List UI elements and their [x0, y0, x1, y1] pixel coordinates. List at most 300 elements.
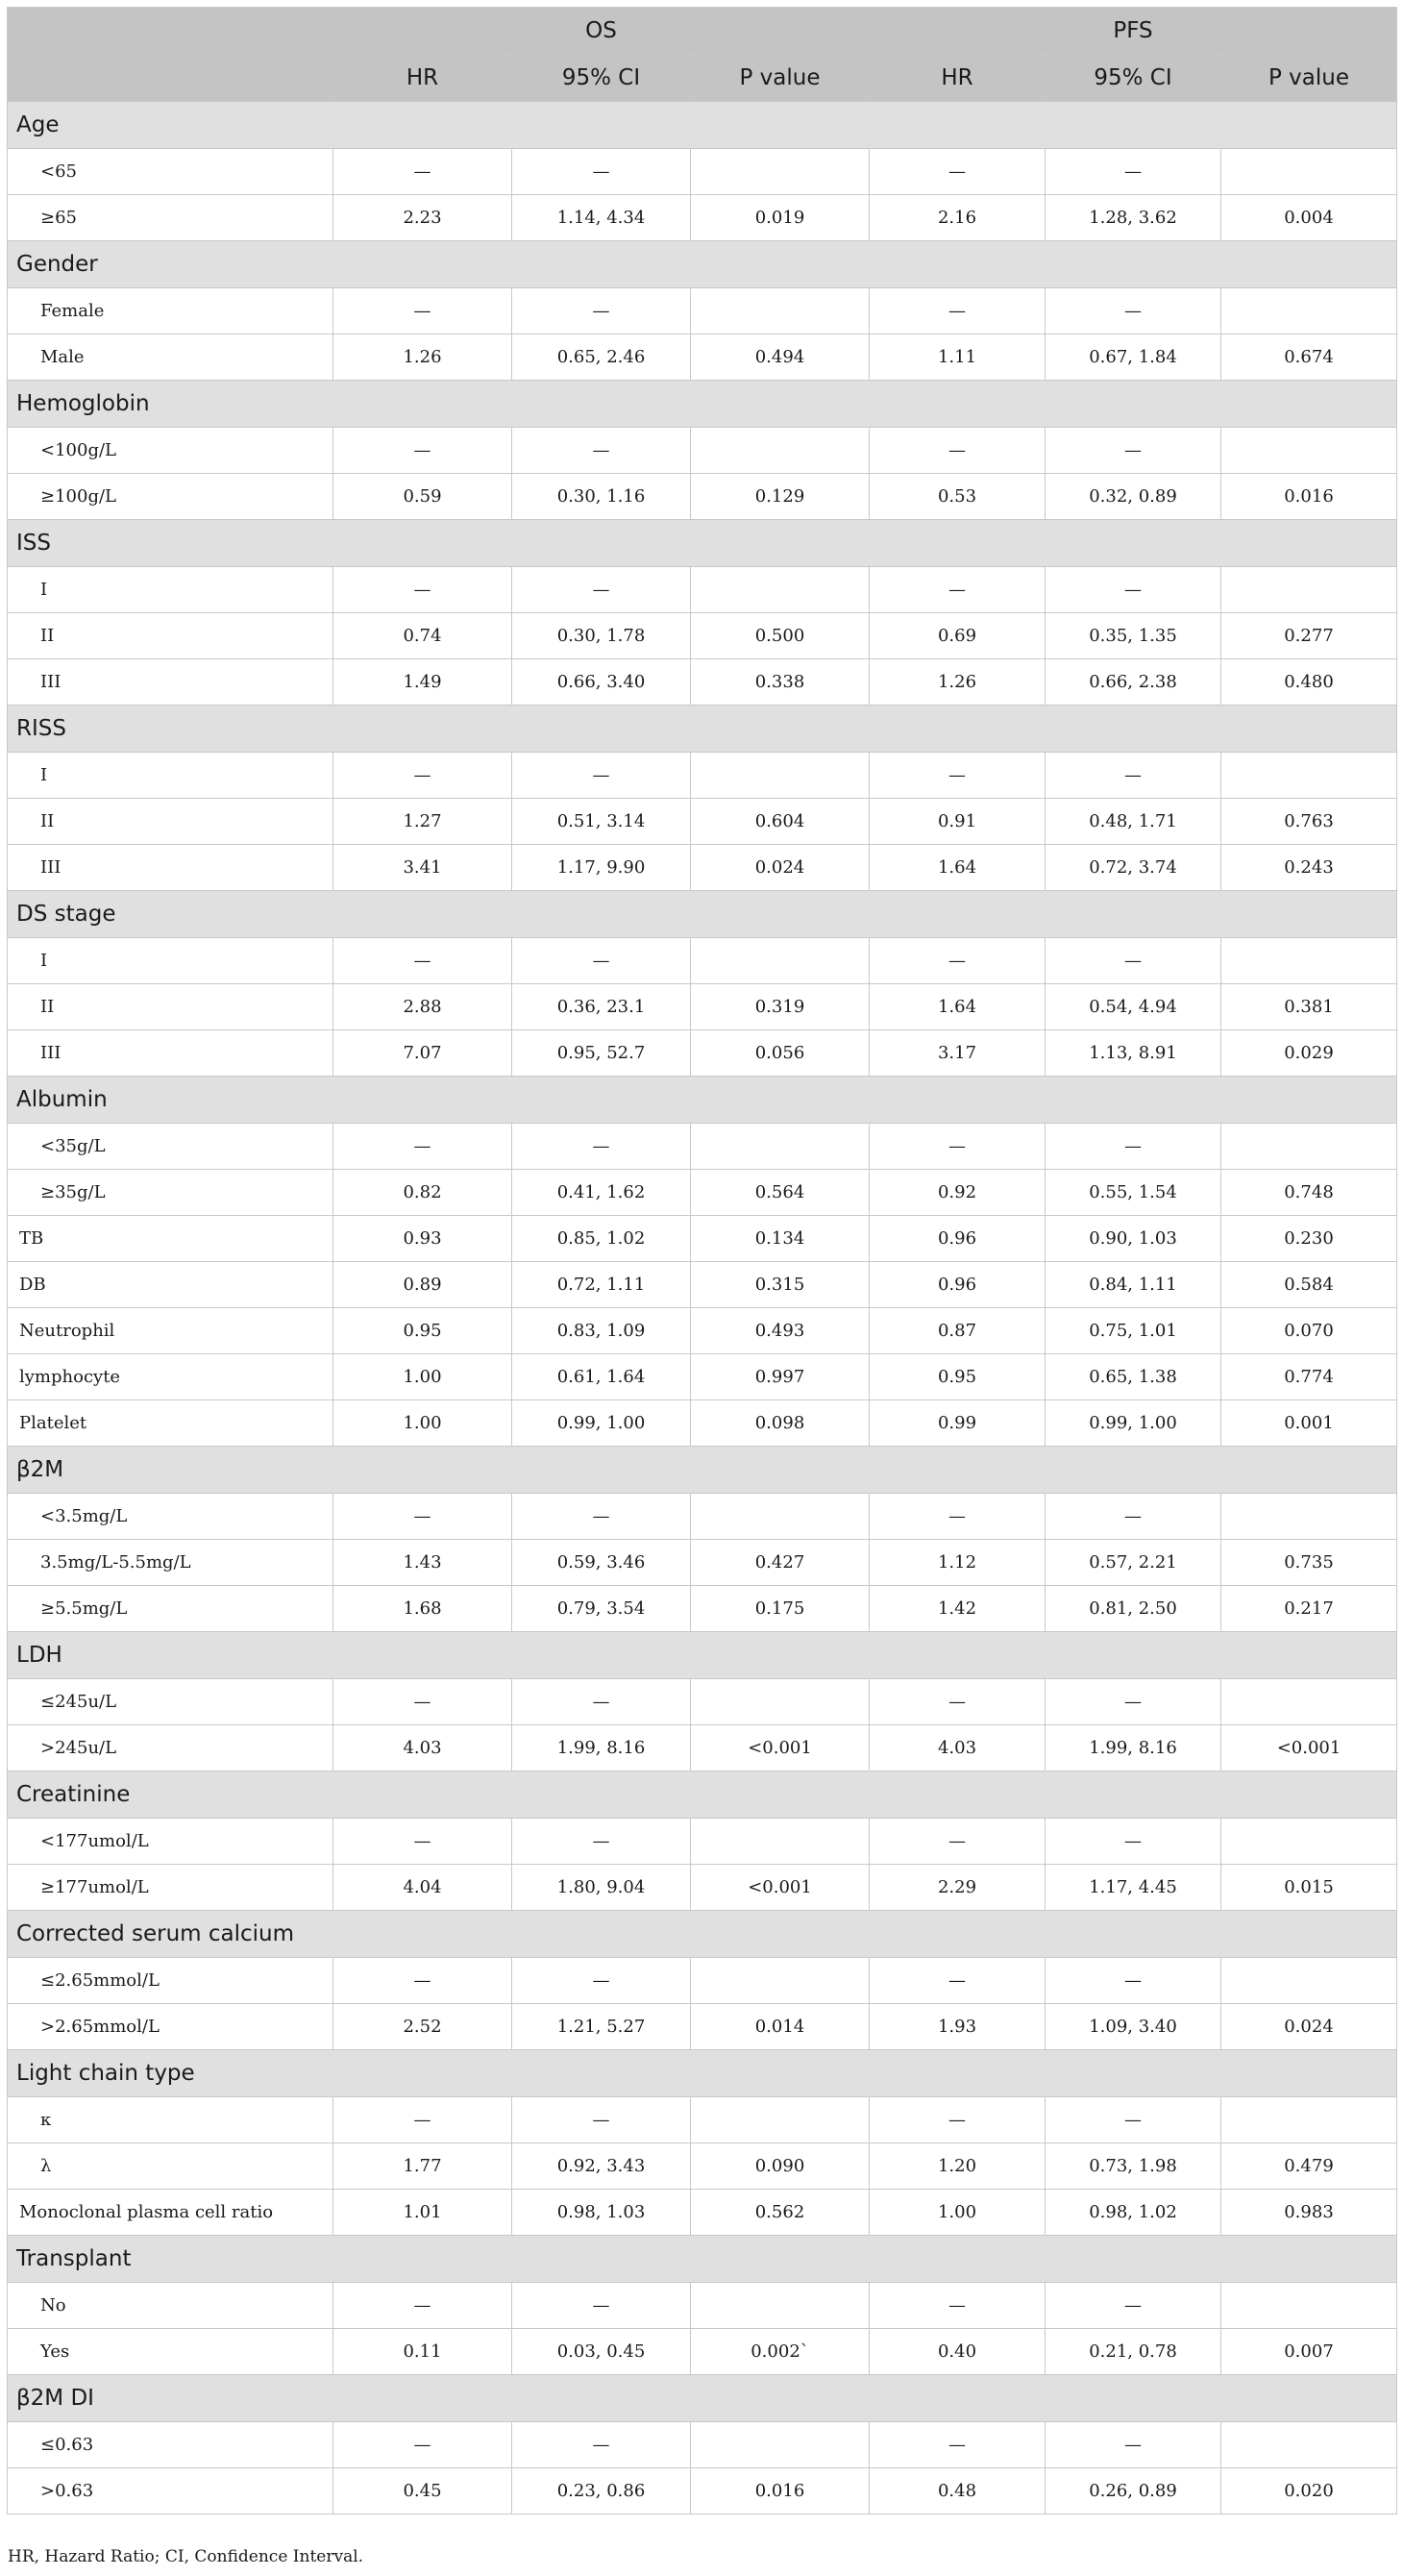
cell-os-ci: 0.85, 1.02	[512, 1216, 691, 1262]
header-pfs: PFS	[870, 8, 1397, 55]
cell-pfs-p	[1221, 288, 1397, 334]
cell-pfs-p	[1221, 2283, 1397, 2329]
group-row	[8, 1447, 1397, 1494]
cell-os-hr: 0.45	[333, 2468, 512, 2514]
cell-pfs-ci: 0.48, 1.71	[1046, 799, 1221, 845]
cell-pfs-p: 0.020	[1221, 2468, 1397, 2514]
header-pfs-p: P value	[1221, 55, 1397, 102]
cell-os-hr: —	[333, 428, 512, 474]
group-title: Albumin	[8, 1077, 1397, 1124]
group-title: Corrected serum calcium	[8, 1911, 1397, 1958]
cell-os-p: 0.019	[691, 195, 870, 241]
cell-pfs-p: 0.381	[1221, 984, 1397, 1030]
cell-os-hr: 0.95	[333, 1308, 512, 1354]
cell-os-p: 0.175	[691, 1586, 870, 1632]
cell-os-ci: 1.14, 4.34	[512, 195, 691, 241]
row-label: I	[8, 938, 333, 984]
group-title: Hemoglobin	[8, 381, 1397, 428]
cell-pfs-hr: 1.93	[870, 2004, 1046, 2050]
table-footnote: HR, Hazard Ratio; CI, Confidence Interval.	[8, 2547, 364, 2566]
cell-os-ci: 0.51, 3.14	[512, 799, 691, 845]
cell-pfs-hr: 0.92	[870, 1170, 1046, 1216]
header-os-ci: 95% CI	[512, 55, 691, 102]
cell-pfs-hr: 2.29	[870, 1865, 1046, 1911]
row-label: >0.63	[8, 2468, 333, 2514]
cell-os-hr: —	[333, 1124, 512, 1170]
cell-os-ci: 0.36, 23.1	[512, 984, 691, 1030]
cell-os-p: 0.056	[691, 1030, 870, 1077]
cell-pfs-hr: —	[870, 2283, 1046, 2329]
cell-os-hr: 0.93	[333, 1216, 512, 1262]
cell-os-hr: —	[333, 2283, 512, 2329]
cell-os-hr: 1.26	[333, 334, 512, 381]
table-row	[8, 2468, 1397, 2514]
cell-pfs-hr: —	[870, 938, 1046, 984]
cell-os-ci: —	[512, 1494, 691, 1540]
cell-os-hr: 0.89	[333, 1262, 512, 1308]
cell-pfs-hr: 4.03	[870, 1725, 1046, 1771]
row-label: No	[8, 2283, 333, 2329]
cell-os-p	[691, 753, 870, 799]
row-label: ≥65	[8, 195, 333, 241]
table-row	[8, 288, 1397, 334]
cell-os-hr: 1.49	[333, 659, 512, 706]
cell-os-hr: 1.01	[333, 2190, 512, 2236]
cell-os-ci: 0.41, 1.62	[512, 1170, 691, 1216]
cell-pfs-hr: 1.64	[870, 845, 1046, 891]
table-row	[8, 2097, 1397, 2143]
group-title: LDH	[8, 1632, 1397, 1679]
row-label: ≥100g/L	[8, 474, 333, 520]
cell-os-ci: —	[512, 567, 691, 613]
cell-os-ci: 0.83, 1.09	[512, 1308, 691, 1354]
cell-os-hr: 0.82	[333, 1170, 512, 1216]
group-title: Age	[8, 102, 1397, 149]
cell-pfs-p: 0.479	[1221, 2143, 1397, 2190]
table-row	[8, 1262, 1397, 1308]
cell-pfs-p	[1221, 2097, 1397, 2143]
cell-pfs-hr: —	[870, 1124, 1046, 1170]
cell-os-ci: —	[512, 1958, 691, 2004]
cell-pfs-hr: —	[870, 1819, 1046, 1865]
table-row	[8, 753, 1397, 799]
cell-pfs-p: 0.748	[1221, 1170, 1397, 1216]
cell-pfs-p: 0.674	[1221, 334, 1397, 381]
cell-pfs-p: 0.584	[1221, 1262, 1397, 1308]
table-row	[8, 1819, 1397, 1865]
cell-pfs-hr: 1.26	[870, 659, 1046, 706]
cell-pfs-p	[1221, 1958, 1397, 2004]
row-label: >245u/L	[8, 1725, 333, 1771]
header-os: OS	[333, 8, 870, 55]
cell-os-hr: —	[333, 149, 512, 195]
row-label: II	[8, 613, 333, 659]
cell-os-ci: —	[512, 938, 691, 984]
cell-pfs-ci: —	[1046, 753, 1221, 799]
cell-pfs-p	[1221, 1819, 1397, 1865]
table-row	[8, 1400, 1397, 1447]
cell-os-ci: 1.99, 8.16	[512, 1725, 691, 1771]
cell-os-p	[691, 1124, 870, 1170]
row-label: >2.65mmol/L	[8, 2004, 333, 2050]
cell-pfs-p	[1221, 938, 1397, 984]
cell-pfs-ci: 1.13, 8.91	[1046, 1030, 1221, 1077]
table-row	[8, 845, 1397, 891]
cell-pfs-p	[1221, 428, 1397, 474]
table-header	[8, 8, 1397, 102]
cell-pfs-p	[1221, 149, 1397, 195]
cell-os-p	[691, 1958, 870, 2004]
table-row	[8, 984, 1397, 1030]
cell-os-ci: 0.72, 1.11	[512, 1262, 691, 1308]
cell-pfs-p: 0.029	[1221, 1030, 1397, 1077]
cell-pfs-p: 0.217	[1221, 1586, 1397, 1632]
cell-os-ci: 1.17, 9.90	[512, 845, 691, 891]
cell-pfs-p: 0.735	[1221, 1540, 1397, 1586]
cell-pfs-hr: 1.42	[870, 1586, 1046, 1632]
cell-pfs-hr: 0.91	[870, 799, 1046, 845]
cell-os-ci: 0.59, 3.46	[512, 1540, 691, 1586]
cell-pfs-ci: 0.67, 1.84	[1046, 334, 1221, 381]
table-row	[8, 2283, 1397, 2329]
table-row	[8, 1958, 1397, 2004]
row-label: Monoclonal plasma cell ratio	[8, 2190, 333, 2236]
cell-pfs-hr: —	[870, 1494, 1046, 1540]
cell-os-ci: 0.98, 1.03	[512, 2190, 691, 2236]
cell-os-hr: 0.59	[333, 474, 512, 520]
group-row	[8, 1911, 1397, 1958]
cell-pfs-hr: 3.17	[870, 1030, 1046, 1077]
cell-pfs-ci: 1.17, 4.45	[1046, 1865, 1221, 1911]
group-title: Creatinine	[8, 1771, 1397, 1819]
cell-os-p	[691, 2422, 870, 2468]
table-row	[8, 474, 1397, 520]
cell-pfs-ci: 1.99, 8.16	[1046, 1725, 1221, 1771]
cell-os-ci: 0.30, 1.78	[512, 613, 691, 659]
table-row	[8, 2190, 1397, 2236]
cell-pfs-hr: 0.40	[870, 2329, 1046, 2375]
cell-pfs-ci: —	[1046, 1679, 1221, 1725]
header-row-top	[8, 8, 1397, 55]
cell-os-ci: 0.61, 1.64	[512, 1354, 691, 1400]
table-row	[8, 1494, 1397, 1540]
cell-os-p: 0.564	[691, 1170, 870, 1216]
row-label: II	[8, 984, 333, 1030]
cell-os-p	[691, 567, 870, 613]
cell-os-hr: —	[333, 2422, 512, 2468]
cell-pfs-hr: 2.16	[870, 195, 1046, 241]
cell-os-p: 0.997	[691, 1354, 870, 1400]
table-row	[8, 799, 1397, 845]
cell-pfs-p: 0.004	[1221, 195, 1397, 241]
row-label: Neutrophil	[8, 1308, 333, 1354]
cell-os-p: 0.338	[691, 659, 870, 706]
table-row	[8, 149, 1397, 195]
cell-pfs-p: 0.070	[1221, 1308, 1397, 1354]
row-label: Platelet	[8, 1400, 333, 1447]
cell-pfs-hr: —	[870, 1679, 1046, 1725]
cell-os-ci: 0.65, 2.46	[512, 334, 691, 381]
cell-os-p: 0.098	[691, 1400, 870, 1447]
table-row	[8, 1308, 1397, 1354]
cell-os-ci: —	[512, 428, 691, 474]
cell-pfs-ci: 0.81, 2.50	[1046, 1586, 1221, 1632]
cell-pfs-hr: 0.69	[870, 613, 1046, 659]
cell-pfs-ci: 0.90, 1.03	[1046, 1216, 1221, 1262]
group-title: RISS	[8, 706, 1397, 753]
cell-os-hr: 2.23	[333, 195, 512, 241]
cell-os-hr: 4.03	[333, 1725, 512, 1771]
cell-pfs-p: <0.001	[1221, 1725, 1397, 1771]
cell-pfs-hr: 0.87	[870, 1308, 1046, 1354]
table-row	[8, 1170, 1397, 1216]
cell-pfs-p: 0.024	[1221, 2004, 1397, 2050]
table-row	[8, 2004, 1397, 2050]
cell-pfs-p	[1221, 1494, 1397, 1540]
group-row	[8, 2236, 1397, 2283]
cell-os-p	[691, 428, 870, 474]
cell-os-hr: 1.27	[333, 799, 512, 845]
cell-os-hr: 7.07	[333, 1030, 512, 1077]
cell-pfs-hr: —	[870, 1958, 1046, 2004]
group-title: β2M DI	[8, 2375, 1397, 2422]
cell-pfs-p: 0.007	[1221, 2329, 1397, 2375]
row-label: ≤2.65mmol/L	[8, 1958, 333, 2004]
row-label: λ	[8, 2143, 333, 2190]
row-label: ≥5.5mg/L	[8, 1586, 333, 1632]
cell-os-p: 0.493	[691, 1308, 870, 1354]
cell-os-ci: 0.66, 3.40	[512, 659, 691, 706]
cell-os-hr: —	[333, 1494, 512, 1540]
cell-pfs-ci: 0.73, 1.98	[1046, 2143, 1221, 2190]
cell-pfs-hr: —	[870, 567, 1046, 613]
row-label: <3.5mg/L	[8, 1494, 333, 1540]
cell-os-hr: 1.77	[333, 2143, 512, 2190]
cell-os-ci: 0.79, 3.54	[512, 1586, 691, 1632]
cell-os-p	[691, 2097, 870, 2143]
row-label: ≤245u/L	[8, 1679, 333, 1725]
cell-pfs-ci: 0.57, 2.21	[1046, 1540, 1221, 1586]
group-title: Gender	[8, 241, 1397, 288]
cell-os-hr: 4.04	[333, 1865, 512, 1911]
cell-os-ci: —	[512, 2283, 691, 2329]
cell-os-p: 0.134	[691, 1216, 870, 1262]
row-label: Male	[8, 334, 333, 381]
table-row	[8, 2143, 1397, 2190]
cell-os-p	[691, 149, 870, 195]
group-row	[8, 706, 1397, 753]
group-row	[8, 102, 1397, 149]
table-row	[8, 1030, 1397, 1077]
cell-pfs-ci: 0.21, 0.78	[1046, 2329, 1221, 2375]
cell-os-p	[691, 288, 870, 334]
cell-pfs-hr: 0.48	[870, 2468, 1046, 2514]
cell-pfs-p	[1221, 567, 1397, 613]
group-row	[8, 2375, 1397, 2422]
cell-pfs-ci: —	[1046, 428, 1221, 474]
cell-pfs-hr: 1.12	[870, 1540, 1046, 1586]
cell-pfs-ci: 0.72, 3.74	[1046, 845, 1221, 891]
cell-os-hr: —	[333, 753, 512, 799]
cell-os-hr: —	[333, 288, 512, 334]
group-row	[8, 891, 1397, 938]
cell-os-ci: 0.95, 52.7	[512, 1030, 691, 1077]
cell-os-hr: 1.68	[333, 1586, 512, 1632]
cell-pfs-ci: —	[1046, 149, 1221, 195]
header-pfs-ci: 95% CI	[1046, 55, 1221, 102]
cell-pfs-p	[1221, 1124, 1397, 1170]
row-label: III	[8, 1030, 333, 1077]
cox-regression-table	[7, 7, 1397, 2514]
group-row	[8, 2050, 1397, 2097]
group-title: Light chain type	[8, 2050, 1397, 2097]
cell-os-hr: —	[333, 1819, 512, 1865]
cell-os-ci: —	[512, 149, 691, 195]
table-row	[8, 938, 1397, 984]
cell-os-p	[691, 1494, 870, 1540]
row-label: κ	[8, 2097, 333, 2143]
table-row	[8, 567, 1397, 613]
group-row	[8, 381, 1397, 428]
cell-pfs-p: 0.015	[1221, 1865, 1397, 1911]
cell-pfs-hr: —	[870, 288, 1046, 334]
row-label: ≥35g/L	[8, 1170, 333, 1216]
cell-pfs-ci: 0.84, 1.11	[1046, 1262, 1221, 1308]
cell-os-p: 0.500	[691, 613, 870, 659]
cell-pfs-p: 0.243	[1221, 845, 1397, 891]
cell-os-p	[691, 2283, 870, 2329]
cell-os-p: 0.427	[691, 1540, 870, 1586]
cell-os-p: 0.016	[691, 2468, 870, 2514]
cell-pfs-ci: —	[1046, 2422, 1221, 2468]
row-label: DB	[8, 1262, 333, 1308]
cell-os-p: 0.129	[691, 474, 870, 520]
cell-pfs-ci: 0.75, 1.01	[1046, 1308, 1221, 1354]
cell-os-p: 0.562	[691, 2190, 870, 2236]
cell-pfs-hr: 0.96	[870, 1262, 1046, 1308]
row-label: I	[8, 753, 333, 799]
cell-pfs-p	[1221, 2422, 1397, 2468]
cell-pfs-ci: 0.99, 1.00	[1046, 1400, 1221, 1447]
cell-pfs-hr: —	[870, 2422, 1046, 2468]
cell-pfs-p	[1221, 753, 1397, 799]
group-row	[8, 241, 1397, 288]
cell-pfs-p	[1221, 1679, 1397, 1725]
cell-pfs-p: 0.277	[1221, 613, 1397, 659]
cell-os-hr: 2.88	[333, 984, 512, 1030]
cell-pfs-p: 0.763	[1221, 799, 1397, 845]
cell-pfs-hr: 1.20	[870, 2143, 1046, 2190]
cell-pfs-hr: —	[870, 149, 1046, 195]
cell-os-ci: 0.92, 3.43	[512, 2143, 691, 2190]
cell-os-p: 0.024	[691, 845, 870, 891]
cell-pfs-ci: 0.65, 1.38	[1046, 1354, 1221, 1400]
cell-os-ci: 0.03, 0.45	[512, 2329, 691, 2375]
group-title: DS stage	[8, 891, 1397, 938]
cell-pfs-hr: —	[870, 428, 1046, 474]
cell-os-hr: 1.00	[333, 1400, 512, 1447]
cell-pfs-hr: 1.11	[870, 334, 1046, 381]
cell-os-p	[691, 938, 870, 984]
table-row	[8, 2422, 1397, 2468]
table-row	[8, 613, 1397, 659]
cell-pfs-ci: 0.35, 1.35	[1046, 613, 1221, 659]
cell-pfs-hr: —	[870, 2097, 1046, 2143]
table-row	[8, 1216, 1397, 1262]
cell-os-hr: —	[333, 2097, 512, 2143]
row-label: Yes	[8, 2329, 333, 2375]
cell-pfs-ci: —	[1046, 1958, 1221, 2004]
header-os-hr: HR	[333, 55, 512, 102]
cell-os-hr: —	[333, 1958, 512, 2004]
table-row	[8, 1354, 1397, 1400]
table-row	[8, 659, 1397, 706]
cell-pfs-ci: —	[1046, 2097, 1221, 2143]
cell-os-p: 0.090	[691, 2143, 870, 2190]
cell-os-ci: —	[512, 2097, 691, 2143]
cell-pfs-ci: 0.98, 1.02	[1046, 2190, 1221, 2236]
group-title: ISS	[8, 520, 1397, 567]
cell-pfs-ci: 0.55, 1.54	[1046, 1170, 1221, 1216]
row-label: TB	[8, 1216, 333, 1262]
cell-os-p: 0.315	[691, 1262, 870, 1308]
cell-pfs-p: 0.480	[1221, 659, 1397, 706]
cell-os-ci: —	[512, 753, 691, 799]
cell-pfs-ci: —	[1046, 2283, 1221, 2329]
row-label: <65	[8, 149, 333, 195]
cell-pfs-hr: 1.00	[870, 2190, 1046, 2236]
cell-pfs-ci: 0.32, 0.89	[1046, 474, 1221, 520]
header-os-p: P value	[691, 55, 870, 102]
cell-os-p: 0.494	[691, 334, 870, 381]
group-row	[8, 1077, 1397, 1124]
group-title: β2M	[8, 1447, 1397, 1494]
cell-os-p: 0.604	[691, 799, 870, 845]
table-row	[8, 334, 1397, 381]
cell-os-ci: 0.30, 1.16	[512, 474, 691, 520]
header-pfs-hr: HR	[870, 55, 1046, 102]
cell-pfs-ci: —	[1046, 938, 1221, 984]
cell-os-hr: 2.52	[333, 2004, 512, 2050]
row-label: lymphocyte	[8, 1354, 333, 1400]
row-label: ≤0.63	[8, 2422, 333, 2468]
table-row	[8, 2329, 1397, 2375]
cell-pfs-hr: —	[870, 753, 1046, 799]
row-label: 3.5mg/L-5.5mg/L	[8, 1540, 333, 1586]
cell-pfs-ci: —	[1046, 1124, 1221, 1170]
row-label: Female	[8, 288, 333, 334]
cell-os-hr: —	[333, 567, 512, 613]
cell-os-ci: —	[512, 1679, 691, 1725]
table-row	[8, 1540, 1397, 1586]
cell-os-ci: 0.23, 0.86	[512, 2468, 691, 2514]
cell-os-hr: —	[333, 938, 512, 984]
table-row	[8, 1124, 1397, 1170]
cell-os-ci: —	[512, 1819, 691, 1865]
group-row	[8, 1771, 1397, 1819]
row-label: ≥177umol/L	[8, 1865, 333, 1911]
row-label: I	[8, 567, 333, 613]
table-row	[8, 1725, 1397, 1771]
cell-os-p: <0.001	[691, 1725, 870, 1771]
cell-os-p: 0.002`	[691, 2329, 870, 2375]
row-label: <35g/L	[8, 1124, 333, 1170]
table-row	[8, 1865, 1397, 1911]
cell-pfs-hr: 0.95	[870, 1354, 1046, 1400]
cell-pfs-hr: 0.99	[870, 1400, 1046, 1447]
cell-os-hr: —	[333, 1679, 512, 1725]
cell-os-ci: 0.99, 1.00	[512, 1400, 691, 1447]
